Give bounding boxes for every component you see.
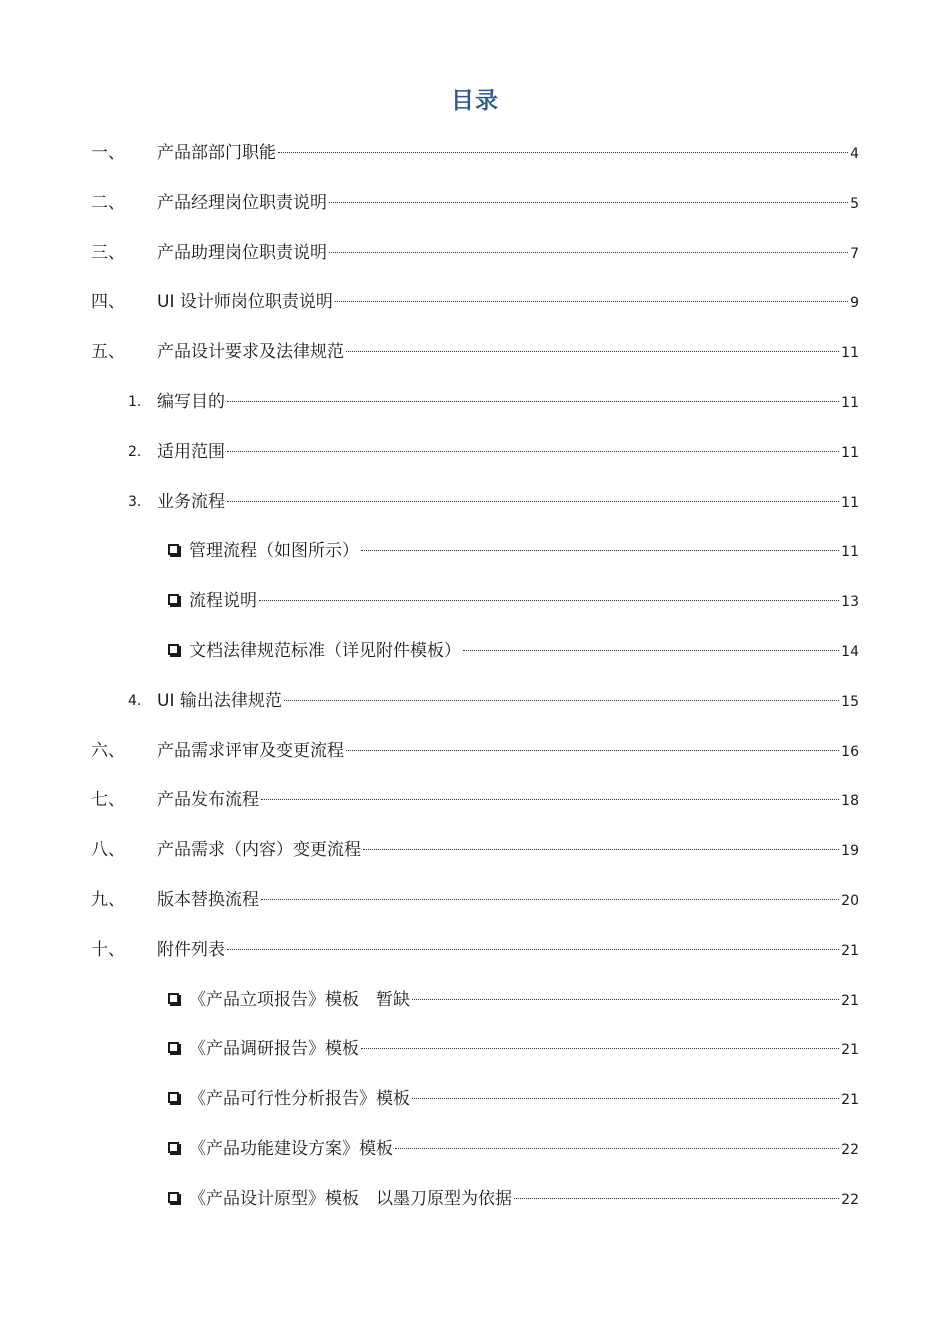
toc-entry-label: 产品部部门职能 <box>157 143 276 163</box>
toc-dot-leader <box>227 949 839 950</box>
toc-entry-number: 3. <box>128 493 142 510</box>
toc-entry-line <box>157 139 859 168</box>
toc-entry-label: 文档法律规范标准（详见附件模板） <box>189 641 461 661</box>
toc-entry-line <box>157 338 859 367</box>
toc-entry-label: 产品需求评审及变更流程 <box>157 740 344 761</box>
toc-dot-leader <box>412 999 839 1000</box>
toc-entry-number: 十、 <box>91 939 125 960</box>
toc-dot-leader <box>227 451 839 452</box>
toc-entry[interactable] <box>0 737 950 765</box>
toc-entry[interactable] <box>0 1085 950 1113</box>
toc-entry-line <box>157 239 859 268</box>
toc-entry[interactable] <box>0 537 950 565</box>
toc-entry-page-number: 11 <box>841 544 859 561</box>
toc-entry-line <box>157 189 859 218</box>
toc-dot-leader <box>278 152 848 153</box>
toc-entry-number: 七、 <box>91 790 125 811</box>
toc-entry-page-number: 22 <box>841 1142 859 1158</box>
toc-entry-line <box>168 1185 859 1214</box>
toc-entry-number: 2. <box>128 443 142 460</box>
toc-entry[interactable] <box>0 139 950 167</box>
toc-entry-line <box>157 488 859 517</box>
toc-entry-label: 产品经理岗位职责说明 <box>157 192 327 213</box>
toc-entry[interactable] <box>0 338 950 366</box>
toc-dot-leader <box>363 849 839 850</box>
toc-dot-leader <box>514 1198 839 1199</box>
toc-entry-page-number: 21 <box>841 1042 859 1059</box>
toc-entry-line <box>168 1135 859 1164</box>
toc-dot-leader <box>259 600 839 601</box>
toc-entry[interactable] <box>0 488 950 516</box>
toc-entry-label: 适用范围 <box>157 441 225 462</box>
toc-entry-label: 流程说明 <box>189 591 257 612</box>
toc-entry-number: 4. <box>128 692 142 709</box>
toc-dot-leader <box>335 301 848 302</box>
checkbox-bullet-icon <box>168 993 179 1004</box>
toc-entry-number: 六、 <box>91 740 125 761</box>
toc-entry-label: 业务流程 <box>157 491 225 512</box>
toc-entry[interactable] <box>0 1185 950 1213</box>
toc-entry-line <box>157 836 859 865</box>
toc-entry-line <box>168 537 859 566</box>
toc-entry[interactable] <box>0 786 950 814</box>
toc-dot-leader <box>361 550 839 551</box>
toc-entry-page-number: 16 <box>841 743 859 760</box>
toc-entry-page-number: 14 <box>841 644 859 660</box>
toc-entry[interactable] <box>0 239 950 267</box>
toc-entry-line <box>157 288 859 317</box>
toc-entry-page-number: 21 <box>841 992 859 1009</box>
toc-entry[interactable] <box>0 1135 950 1163</box>
toc-entry-label: 管理流程（如图所示） <box>189 541 359 562</box>
toc-entry-label: 《产品功能建设方案》模板 <box>189 1139 393 1159</box>
toc-entry[interactable] <box>0 836 950 864</box>
toc-entry-line <box>157 687 859 716</box>
toc-entry-page-number: 13 <box>841 594 859 611</box>
toc-entry-page-number: 4 <box>850 146 859 162</box>
toc-entry-number: 一、 <box>91 143 125 163</box>
checkbox-bullet-icon <box>168 644 179 655</box>
toc-dot-leader <box>412 1098 839 1099</box>
toc-dot-leader <box>346 750 839 751</box>
toc-entry-page-number: 5 <box>850 195 859 212</box>
toc-dot-leader <box>329 252 848 253</box>
toc-entry-line <box>168 986 859 1015</box>
toc-entry[interactable] <box>0 288 950 316</box>
toc-dot-leader <box>463 650 839 651</box>
toc-entry-line <box>157 737 859 766</box>
toc-entry-label: 编写目的 <box>157 392 225 412</box>
toc-dot-leader <box>261 799 839 800</box>
toc-entry-page-number: 21 <box>841 942 859 959</box>
toc-dot-leader <box>227 401 839 402</box>
toc-entry-page-number: 21 <box>841 1092 859 1109</box>
toc-entry[interactable] <box>0 388 950 416</box>
toc-entry-page-number: 19 <box>841 843 859 860</box>
toc-entry[interactable] <box>0 886 950 914</box>
checkbox-bullet-icon <box>168 1192 179 1203</box>
toc-entry-number: 五、 <box>91 342 125 363</box>
toc-entry-label: 《产品可行性分析报告》模板 <box>189 1089 410 1110</box>
checkbox-bullet-icon <box>168 1042 179 1053</box>
toc-entry-page-number: 20 <box>841 893 859 909</box>
toc-entry-page-number: 11 <box>841 494 859 511</box>
toc-entry-label: 《产品设计原型》模板 以墨刀原型为依据 <box>189 1188 512 1209</box>
toc-entry-label: UI 输出法律规范 <box>157 690 282 711</box>
toc-entry-number: 四、 <box>91 292 125 313</box>
toc-dot-leader <box>361 1048 839 1049</box>
toc-entry-label: 产品发布流程 <box>157 790 259 811</box>
toc-entry-number: 1. <box>128 394 142 410</box>
toc-dot-leader <box>227 501 839 502</box>
toc-entry-number: 八、 <box>91 840 125 861</box>
toc-entry-label: 版本替换流程 <box>157 890 259 910</box>
toc-dot-leader <box>284 700 839 701</box>
toc-entry[interactable] <box>0 1035 950 1063</box>
toc-entry-label: 产品助理岗位职责说明 <box>157 242 327 263</box>
checkbox-bullet-icon <box>168 594 179 605</box>
toc-entry-page-number: 15 <box>841 693 859 710</box>
toc-dot-leader <box>329 202 848 203</box>
toc-entry[interactable] <box>0 438 950 466</box>
toc-entry-page-number: 9 <box>850 295 859 312</box>
toc-entry-line <box>157 886 859 915</box>
toc-entry-line <box>168 637 859 666</box>
toc-entry-label: 产品设计要求及法律规范 <box>157 342 344 363</box>
toc-entry-page-number: 11 <box>841 345 859 362</box>
toc-entry[interactable] <box>0 687 950 715</box>
checkbox-bullet-icon <box>168 1092 179 1103</box>
toc-entry-page-number: 11 <box>841 395 859 411</box>
checkbox-bullet-icon <box>168 1142 179 1153</box>
toc-entry-page-number: 18 <box>841 793 859 810</box>
toc-dot-leader <box>261 899 839 900</box>
toc-entry-label: 《产品调研报告》模板 <box>189 1039 359 1060</box>
toc-entry[interactable] <box>0 986 950 1014</box>
toc-entry-line <box>157 786 859 815</box>
toc-entry[interactable] <box>0 189 950 217</box>
toc-entry-label: 附件列表 <box>157 939 225 960</box>
toc-title: 目录 <box>451 88 499 114</box>
toc-entry-label: UI 设计师岗位职责说明 <box>157 292 333 313</box>
toc-entry-label: 《产品立项报告》模板 暂缺 <box>189 989 410 1010</box>
toc-entry-page-number: 7 <box>850 245 859 262</box>
toc-dot-leader <box>395 1148 839 1149</box>
toc-dot-leader <box>346 351 839 352</box>
toc-entry-line <box>157 388 859 417</box>
toc-entry-line <box>157 438 859 467</box>
toc-entry-label: 产品需求（内容）变更流程 <box>157 840 361 861</box>
toc-entry-page-number: 11 <box>841 444 859 461</box>
toc-entry-line <box>168 1035 859 1064</box>
toc-entry-line <box>168 587 859 616</box>
toc-entry-number: 九、 <box>91 890 125 910</box>
toc-entry[interactable] <box>0 637 950 665</box>
toc-entry[interactable] <box>0 587 950 615</box>
checkbox-bullet-icon <box>168 544 179 555</box>
toc-entry-line <box>168 1085 859 1114</box>
toc-entry-line <box>157 936 859 965</box>
toc-entry[interactable] <box>0 936 950 964</box>
toc-entry-page-number: 22 <box>841 1191 859 1208</box>
toc-entry-number: 三、 <box>91 242 125 263</box>
toc-entry-number: 二、 <box>91 192 125 213</box>
